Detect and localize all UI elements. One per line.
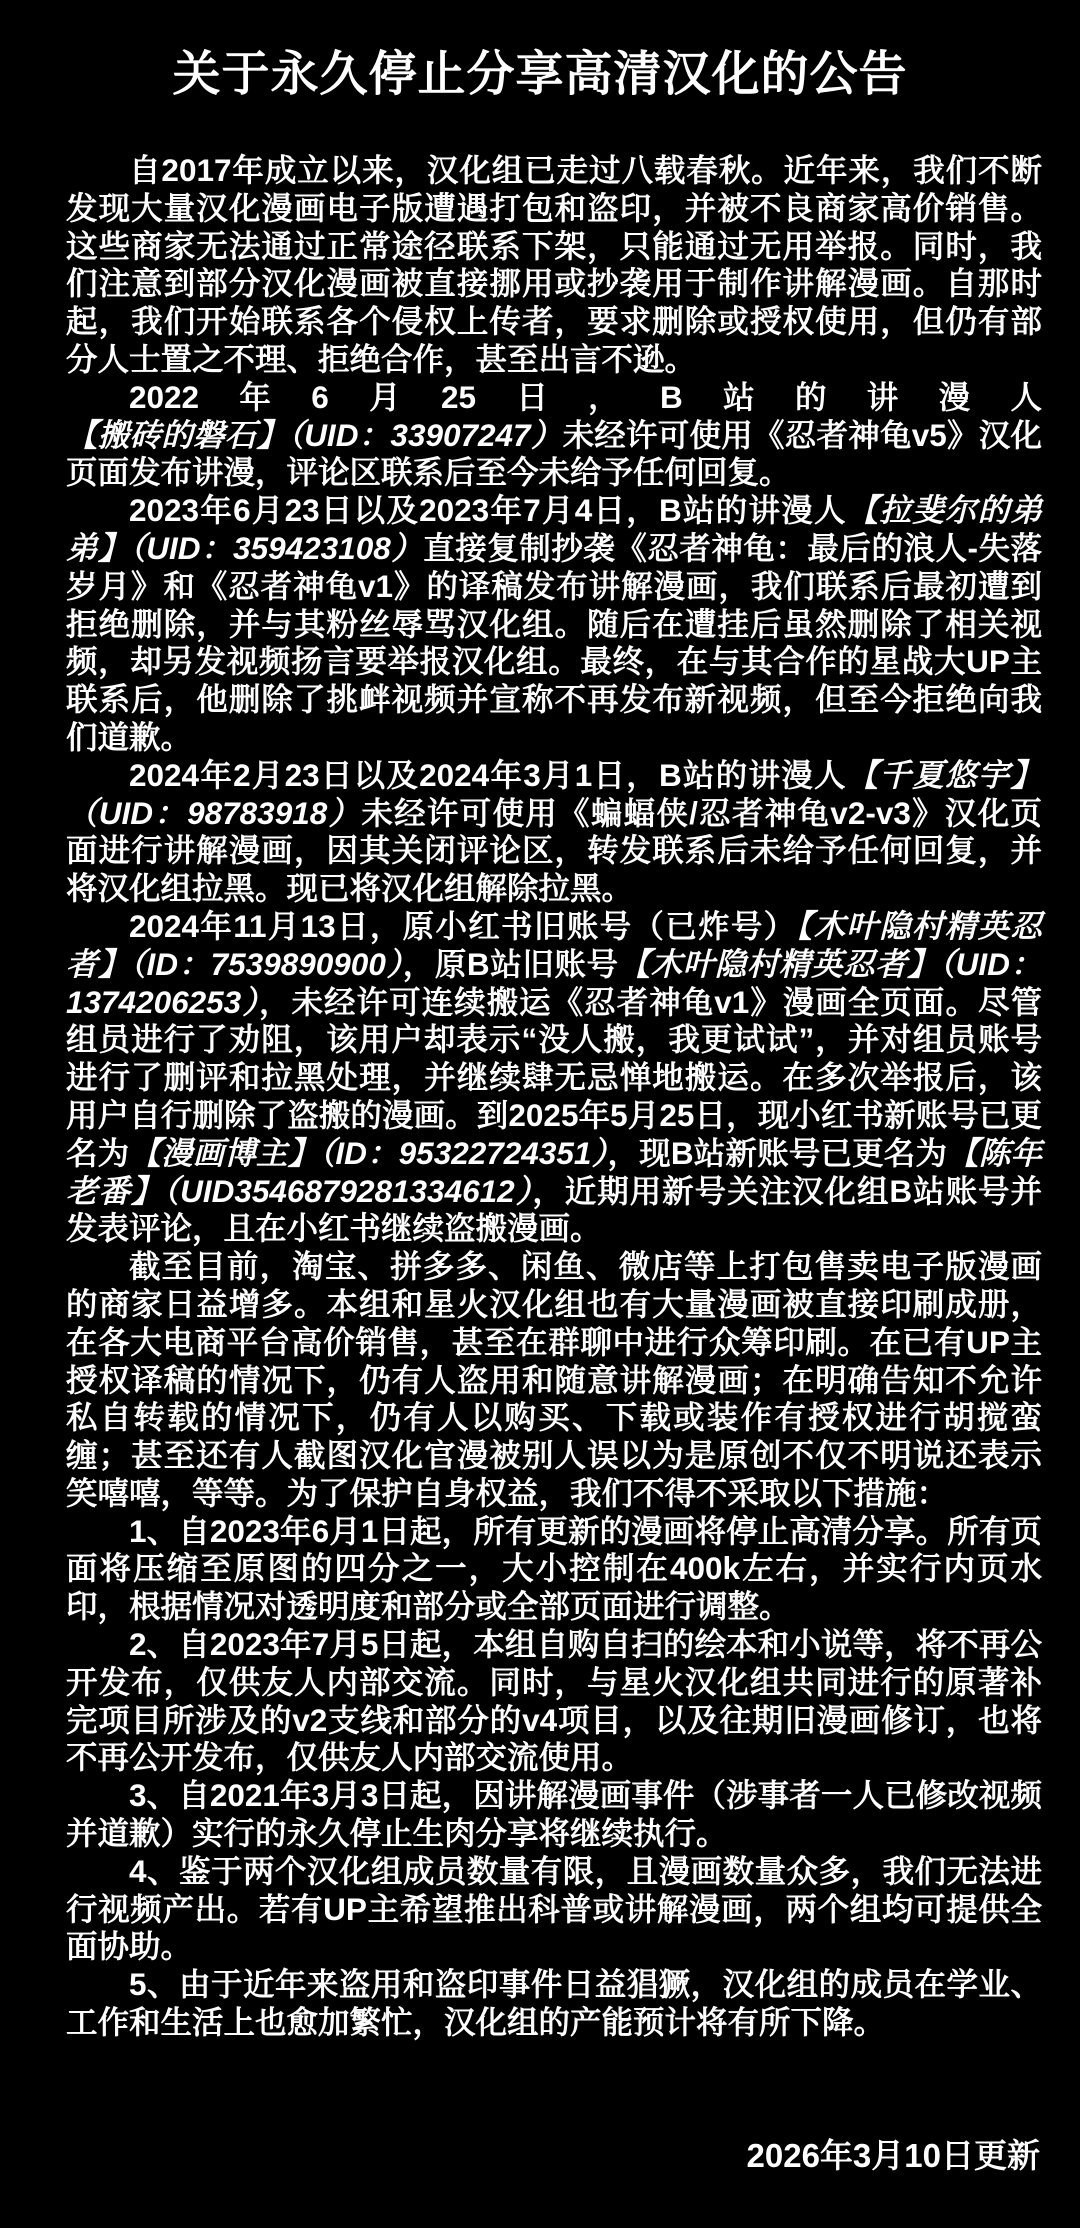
text-run: 4、鉴于两个汉化组成员数量有限，且漫画数量众多，我们无法进行视频产出。若有UP主希望推出科普或讲解漫画，两个组均可提供全面协助。 — [66, 1852, 1042, 1965]
text-run: ，未经许可连续搬运《忍者神龟v1》漫画全页面。尽管组员进行了劝阻，该用户却表示“没人搬，我更试试”，并对组员账号进行了删评和拉黑处理，并继续肆无忌惮地搬运。在多次举报后，该用户自行删除了盗搬的漫画。到2025年5月25日，现小红书新账号已更名为 — [66, 983, 1042, 1171]
emphasized-account-text: 【搬砖的磐石】（UID：33907247） — [66, 416, 563, 453]
emphasized-account-text: 【陈年老番】（UID3546879281334612） — [66, 1134, 1042, 1209]
text-run: 2023年6月23日以及2023年7月4日，B站的讲漫人 — [129, 492, 847, 529]
text-run: 3、自2021年3月3日起，因讲解漫画事件（涉事者一人已修改视频并道歉）实行的永久停止生肉分享将继续执行。 — [66, 1777, 1042, 1852]
paragraph — [66, 1966, 1042, 2042]
emphasized-account-text: 【千夏悠宇】（UID：98783918） — [66, 756, 1042, 831]
emphasized-account-text: 【拉斐尔的弟弟】（UID：359423108） — [66, 492, 1042, 566]
paragraph — [66, 1248, 1042, 1513]
text-run: ，现B站新账号已更名为 — [607, 1134, 948, 1171]
text-run: 自2017年成立以来，汉化组已走过八载春秋。近年来，我们不断发现大量汉化漫画电子版遭遇打包和盗印，并被不良商家高价销售。这些商家无法通过正常途径联系下架，只能通过无用举报。同时，我们注意到部分汉化漫画被直接挪用或抄袭用于制作讲解漫画。自那时起，我们开始联系各个侵权上传者，要求删除或授权使用，但仍有部分人士置之不理、拒绝合作，甚至出言不逊。 — [66, 152, 1042, 377]
paragraph — [66, 757, 1042, 908]
text-run: 直接复制抄袭《忍者神龟：最后的浪人-失落岁月》和《忍者神龟v1》的译稿发布讲解漫画，我们联系后最初遭到拒绝删除，并与其粉丝辱骂汉化组。随后在遭挂后虽然删除了相关视频，却另发视频扬言要举报汉化组。最终，在与其合作的星战大UP主联系后，他删除了挑衅视频并宣称不再发布新视频，但至今拒绝向我们道歉。 — [66, 529, 1042, 755]
paragraph — [66, 1777, 1042, 1853]
text-run: ，原B站旧账号 — [402, 945, 619, 982]
emphasized-account-text: 【木叶隐村精英忍者】（ID：7539890900） — [66, 907, 1042, 982]
text-run: 5、由于近年来盗用和盗印事件日益猖獗，汉化组的成员在学业、工作和生活上也愈加繁忙，汉化组的产能预计将有所下降。 — [66, 1966, 1042, 2041]
text-run: 2024年2月23日以及2024年3月1日，B站的讲漫人 — [129, 756, 847, 793]
text-run: 未经许可使用《蝙蝠侠/忍者神龟v2-v3》汉化页面进行讲解漫画，因其关闭评论区，转发联系后未给予任何回复，并将汉化组拉黑。现已将汉化组解除拉黑。 — [66, 794, 1042, 907]
emphasized-account-text: 【漫画博主】（ID：95322724351） — [129, 1134, 608, 1171]
paragraph — [66, 152, 1042, 379]
text-run: 截至目前，淘宝、拼多多、闲鱼、微店等上打包售卖电子版漫画的商家日益增多。本组和星火汉化组也有大量漫画被直接印刷成册，在各大电商平台高价销售，甚至在群聊中进行众筹印刷。在已有UP主授权译稿的情况下，仍有人盗用和随意讲解漫画；在明确告知不允许私自转载的情况下，仍有人以购买、下载或装作有授权进行胡搅蛮缠；甚至还有人截图汉化官漫被别人误以为是原创不仅不明说还表示笑嘻嘻，等等。为了保护自身权益，我们不得不采取以下措施： — [66, 1248, 1042, 1511]
update-date: 2026年3月10日更新 — [746, 2136, 1040, 2174]
text-run: ，近期用新号关注汉化组B站账号并发表评论，且在小红书继续盗搬漫画。 — [66, 1172, 1042, 1247]
emphasized-account-text: 【木叶隐村精英忍者】（UID：1374206253） — [66, 945, 1043, 1020]
paragraph — [66, 1513, 1042, 1626]
text-run: 2、自2023年7月5日起，本组自购自扫的绘本和小说等，将不再公开发布，仅供友人内部交流。同时，与星火汉化组共同进行的原著补完项目所涉及的v2支线和部分的v4项目，以及往期旧漫画修订，也将不再公开发布，仅供友人内部交流使用。 — [66, 1626, 1042, 1776]
text-run: 2024年11月13日，原小红书旧账号（已炸号） — [129, 907, 797, 944]
page-title: 关于永久停止分享高清汉化的公告 — [172, 48, 908, 101]
paragraph — [66, 1853, 1042, 1966]
text-run: 未经许可使用《忍者神龟v5》汉化页面发布讲漫，评论区联系后至今未给予任何回复。 — [66, 416, 1042, 491]
paragraph — [66, 492, 1042, 757]
paragraph — [66, 379, 1042, 492]
paragraph — [66, 908, 1042, 1248]
text-run: 2022年6月25日，B站的讲漫人 — [129, 378, 1042, 415]
text-run: 1、自2023年6月1日起，所有更新的漫画将停止高清分享。所有页面将压缩至原图的四分之一，大小控制在400k左右，并实行内页水印，根据情况对透明度和部分或全部页面进行调整。 — [66, 1512, 1042, 1625]
paragraph — [66, 1626, 1042, 1777]
announcement-body — [66, 152, 1042, 2042]
